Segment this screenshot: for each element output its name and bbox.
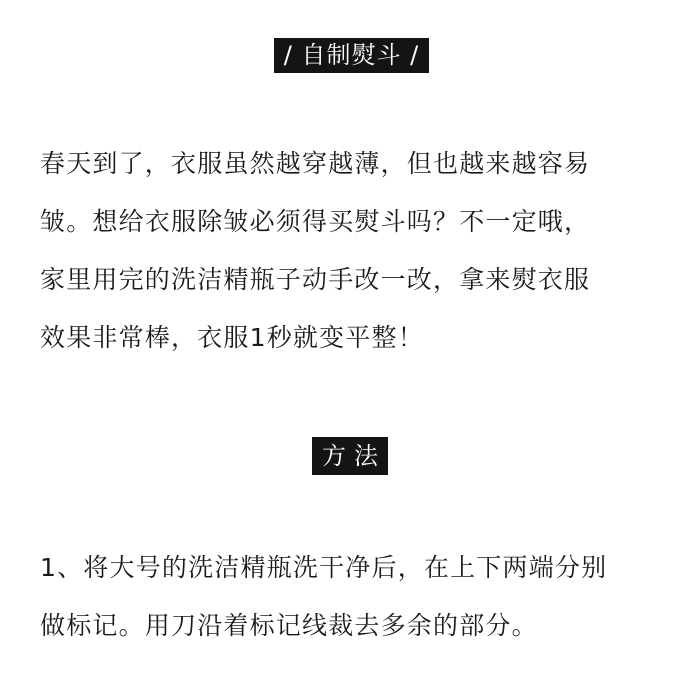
intro-line-2: 皱。想给衣服除皱必须得买熨斗吗？不一定哦， xyxy=(40,207,591,236)
step-1-line-2: 做标记。用刀沿着标记线裁去多余的部分。 xyxy=(40,611,538,640)
intro-paragraph xyxy=(40,135,662,367)
intro-line-3: 家里用完的洗洁精瓶子动手改一改，拿来熨衣服 xyxy=(40,265,591,294)
intro-line-4: 效果非常棒，衣服1秒就变平整！ xyxy=(40,323,424,352)
step-1-line-1: 1、将大号的洗洁精瓶洗干净后，在上下两端分别 xyxy=(40,553,608,582)
step-1-paragraph xyxy=(40,539,662,655)
section-title-badge: 方法 xyxy=(312,437,388,475)
intro-line-1: 春天到了，衣服虽然越穿越薄，但也越来越容易 xyxy=(40,149,591,178)
title-badge: / 自制熨斗 / xyxy=(274,38,429,73)
